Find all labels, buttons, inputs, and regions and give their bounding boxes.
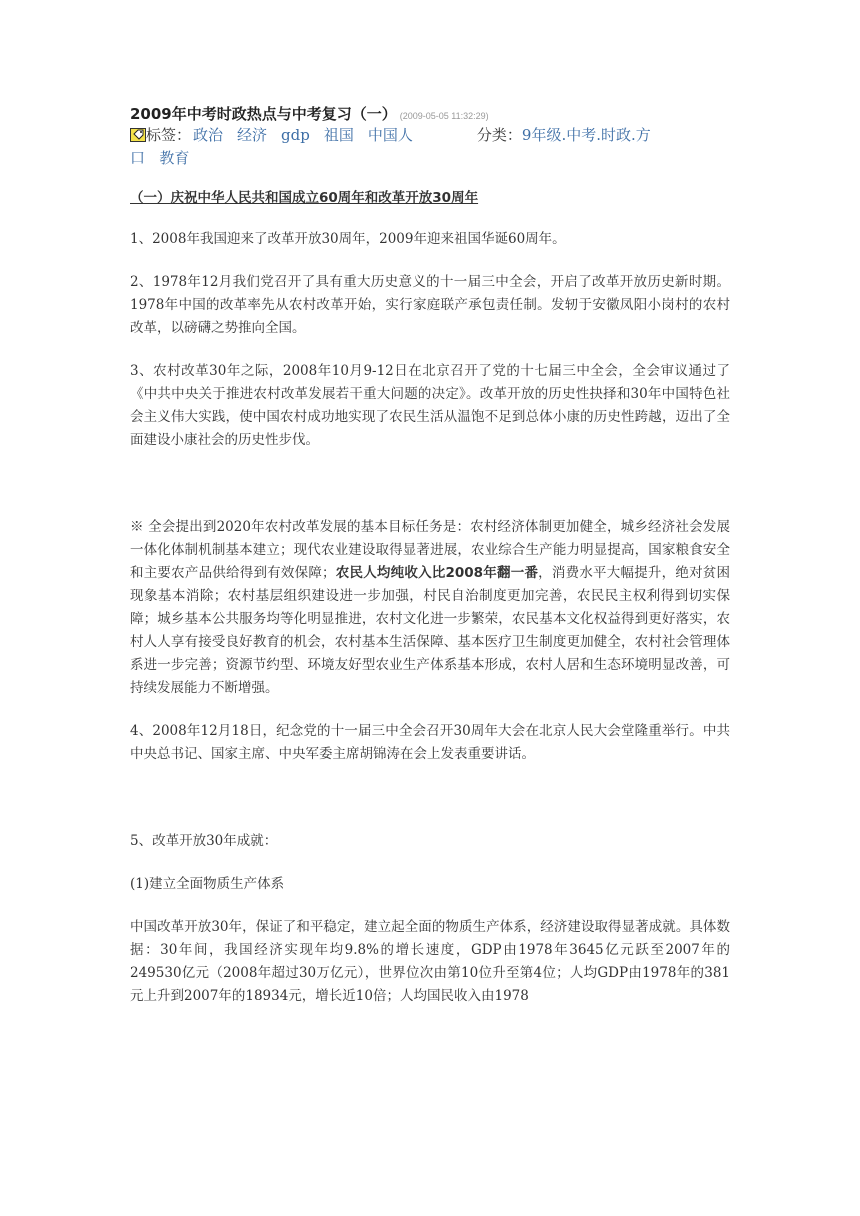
paragraph-1: 1、2008年我国迎来了改革开放30周年，2009年迎来祖国华诞60周年。: [130, 231, 566, 247]
tag-link-chinese[interactable]: 中国人: [367, 126, 413, 144]
paragraph-4-text-b: ，消费水平大幅提升，绝对贫困现象基本消除；农村基层组织建设进一步加强，村民自治制度更加完善，农民民主权利得到切实保障；城乡基本公共服务均等化明显推进，农村文化进一步繁荣，农民基本文化权益得到更好落实，农村人人享有接受良好教育的机会，农村基本生活保障、基本医疗卫生制度更加健全，农村社会管理体系进一步完善；资源节约型、环境友好型农业生产体系基本形成，农村人居和生态环境明显改善，可持续发展能力不断增强。: [130, 565, 731, 696]
section-heading: （一）庆祝中华人民共和国成立60周年和改革开放30周年: [130, 190, 479, 206]
blog-post: [130, 104, 730, 1008]
paragraph-8: 中国改革开放30年，保证了和平稳定，建立起全面的物质生产体系，经济建设取得显著成就。具体数据：30年间，我国经济实现年均9.8%的增长速度，GDP由1978年3645亿元跃至2007年的249530亿元（2008年超过30万亿元），世界位次由第10位升至第4位；人均GDP由1978年的381元上升到2007年的18934元，增长近10倍；人均国民收入由1978: [130, 919, 730, 1004]
paragraph-2: 2、1978年12月我们党召开了具有重大历史意义的十一届三中全会，开启了改革开放历史新时期。1978年中国的改革率先从农村改革开始，实行家庭联产承包责任制。发轫于安徽凤阳小岗村的农村改革，以磅礴之势推向全国。: [130, 274, 730, 336]
paragraph-6: 5、改革开放30年成就：: [130, 833, 278, 849]
paragraph-4-text-a: ※ 全会提出到2020年农村改革发展的基本目标任务是：农村经济体制更加健全，城乡经济社会发展一体化体制机制基本建立；现代农业建设取得显著进展，农业综合生产能力明显提高，国家粮食安全和主要农产品供给得到有效保障；: [130, 519, 730, 581]
category-label: 分类：: [476, 126, 522, 144]
tag-link-motherland[interactable]: 祖国: [323, 126, 354, 144]
tag-link-politics[interactable]: 政治: [193, 126, 224, 144]
post-meta: [130, 124, 730, 170]
post-title-line: [130, 104, 730, 124]
tag-link-gdp[interactable]: gdp: [281, 126, 310, 144]
category-link-part1: 9年级.中考.时政.方: [521, 126, 651, 144]
paragraph-4: [130, 516, 730, 700]
paragraph-7: (1)建立全面物质生产体系: [130, 876, 285, 892]
paragraph-4-bold: 农民人均纯收入比2008年翻一番: [335, 565, 539, 581]
paragraph-5: 4、2008年12月18日，纪念党的十一届三中全会召开30周年大会在北京人民大会堂隆重举行。中共中央总书记、国家主席、中央军委主席胡锦涛在会上发表重要讲话。: [130, 723, 730, 762]
tag-link-economy[interactable]: 经济: [237, 126, 268, 144]
category-link-part2: 口: [130, 149, 146, 167]
tag-icon: [130, 128, 146, 142]
tags-label: 标签：: [146, 126, 192, 144]
paragraph-3: 3、农村改革30年之际，2008年10月9-12日在北京召开了党的十七届三中全会，全会审议通过了《中共中央关于推进农村改革发展若干重大问题的决定》。改革开放的历史性抉择和30年中国特色社会主义伟大实践，使中国农村成功地实现了农民生活从温饱不足到总体小康的历史性跨越，迈出了全面建设小康社会的历史性步伐。: [130, 363, 730, 448]
category-link-education[interactable]: 教育: [159, 149, 190, 167]
post-title: 2009年中考时政热点与中考复习（一）: [130, 105, 397, 123]
post-date: (2009-05-05 11:32:29): [399, 111, 489, 121]
